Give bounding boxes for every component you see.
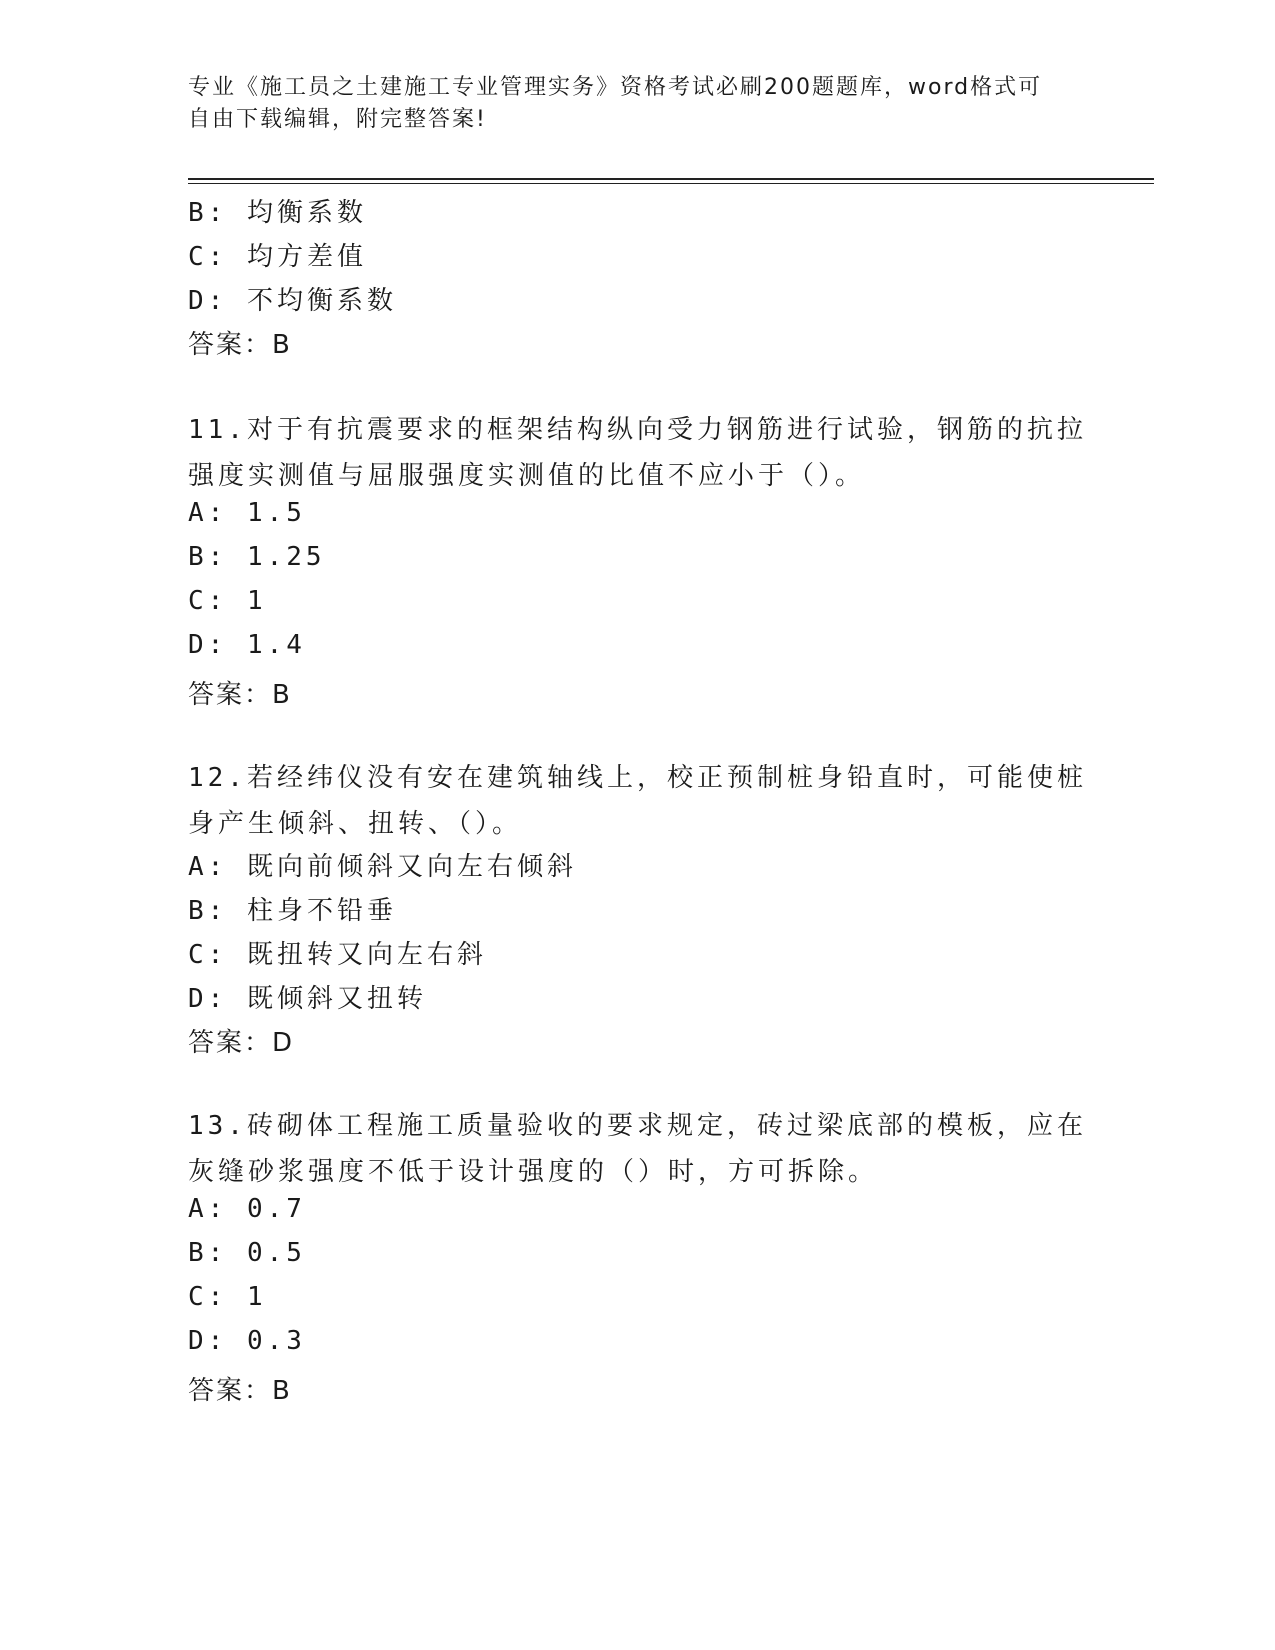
option-c: C: 1	[188, 1282, 267, 1312]
option-a: A: 0.7	[188, 1194, 306, 1224]
answer-label: 答案：D	[188, 1028, 295, 1058]
option-d: D: 0.3	[188, 1326, 306, 1356]
option-b: B: 柱身不铅垂	[188, 896, 397, 926]
option-a: A: 1.5	[188, 498, 306, 528]
option-d: D: 不均衡系数	[188, 286, 397, 316]
answer-label: 答案：B	[188, 1376, 292, 1406]
option-c: C: 均方差值	[188, 242, 367, 272]
answer-label: 答案：B	[188, 680, 292, 710]
question-11-text: 11.对于有抗震要求的框架结构纵向受力钢筋进行试验，钢筋的抗拉强度实测值与屈服强度实测值的比值不应小于（）。	[188, 415, 1087, 491]
document-header	[188, 72, 1078, 136]
option-b: B: 均衡系数	[188, 198, 367, 228]
answer-label: 答案：B	[188, 330, 292, 360]
option-c: C: 1	[188, 586, 267, 616]
option-b: B: 0.5	[188, 1238, 306, 1268]
option-d: D: 1.4	[188, 630, 306, 660]
option-d: D: 既倾斜又扭转	[188, 984, 427, 1014]
question-13-text: 13.砖砌体工程施工质量验收的要求规定，砖过梁底部的模板，应在灰缝砂浆强度不低于设计强度的（）时，方可拆除。	[188, 1111, 1087, 1187]
option-b: B: 1.25	[188, 542, 326, 572]
header-divider-thin	[188, 183, 1154, 184]
header-line-2: 自由下载编辑，附完整答案!	[188, 107, 487, 132]
option-c: C: 既扭转又向左右斜	[188, 940, 487, 970]
option-a: A: 既向前倾斜又向左右倾斜	[188, 852, 577, 882]
question-12-text: 12.若经纬仪没有安在建筑轴线上，校正预制桩身铅直时，可能使桩身产生倾斜、扭转、（）。	[188, 763, 1087, 839]
header-divider-thick	[188, 178, 1154, 180]
header-line-1: 专业《施工员之土建施工专业管理实务》资格考试必刷200题题库，word格式可	[188, 75, 1043, 100]
